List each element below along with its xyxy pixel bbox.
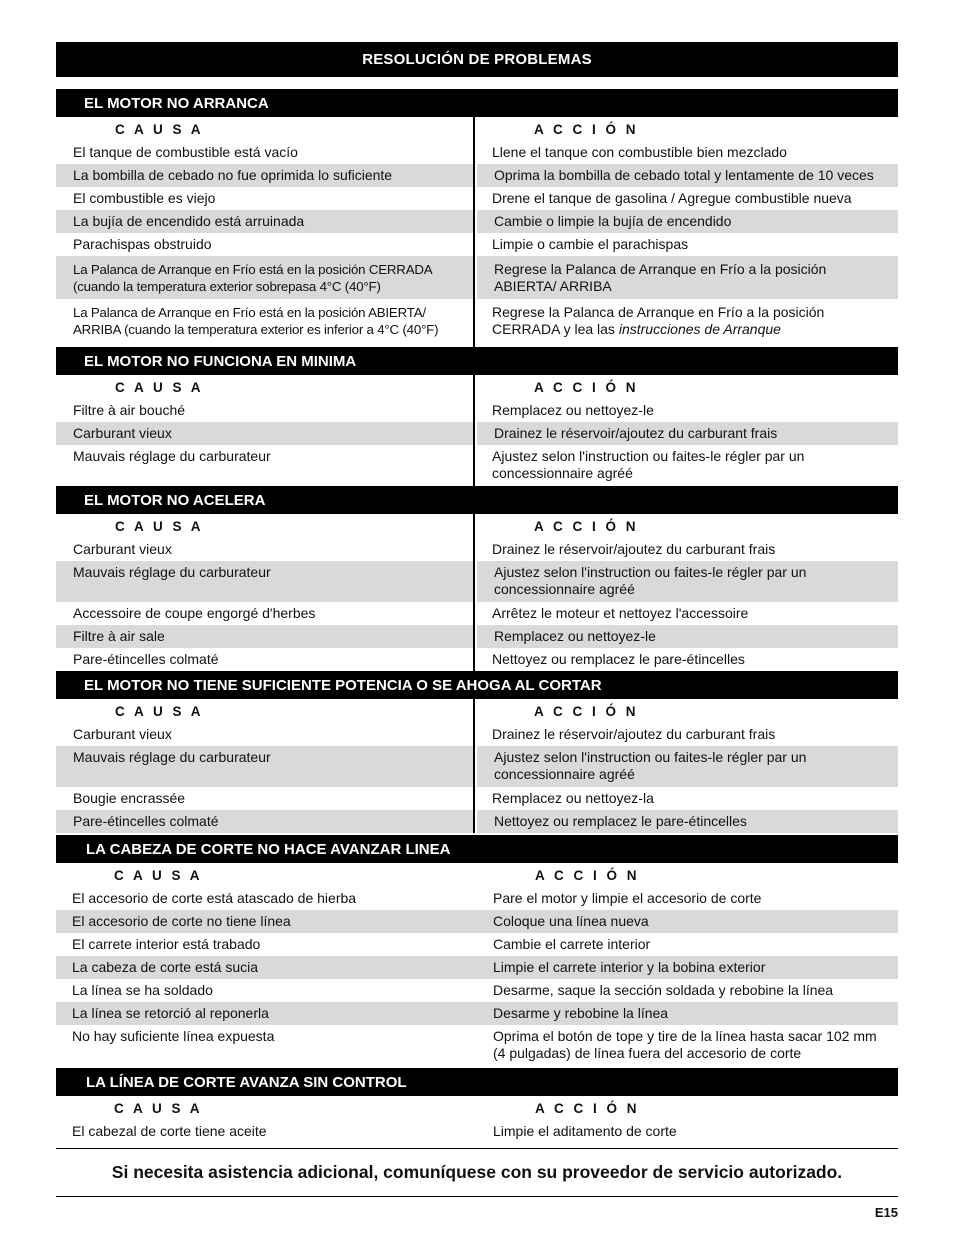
cause-cell: No hay suficiente línea expuesta <box>72 1028 275 1044</box>
page-title: RESOLUCIÓN DE PROBLEMAS <box>56 42 898 77</box>
table-row <box>56 746 898 787</box>
action-cell <box>475 746 898 787</box>
section-title: EL MOTOR NO TIENE SUFICIENTE POTENCIA O SE AHOGA AL CORTAR <box>56 671 898 699</box>
action-cell: Drainez le réservoir/ajoutez du carburant frais <box>492 541 776 557</box>
table-row <box>56 625 898 648</box>
cause-line: La Palanca de Arranque en Frío está en la posición CERRADA <box>73 262 433 277</box>
section-line-feeds-uncontrolled <box>56 1068 898 1143</box>
cause-column-header: C A U S A <box>56 699 475 723</box>
table-row <box>56 1025 898 1067</box>
cause-cell: Carburant vieux <box>56 422 475 445</box>
action-column-header: A C C I Ó N <box>534 518 639 534</box>
action-line: concessionnaire agréé <box>494 581 635 597</box>
action-cell <box>475 445 898 486</box>
table-row <box>56 979 898 1002</box>
action-column-header: A C C I Ó N <box>534 703 639 719</box>
page-number: E15 <box>874 1205 898 1220</box>
column-headers <box>56 375 898 399</box>
table-row <box>56 810 898 833</box>
action-line: concessionnaire agréé <box>492 465 633 481</box>
cause-cell: Parachispas obstruido <box>56 233 475 256</box>
action-cell: Pare el motor y limpie el accesorio de corte <box>493 890 762 906</box>
action-cell: Remplacez ou nettoyez-la <box>492 790 654 806</box>
action-cell <box>475 1025 898 1067</box>
cause-cell: La bombilla de cebado no fue oprimida lo suficiente <box>56 164 475 187</box>
table-row <box>56 956 898 979</box>
cause-cell: La cabeza de corte está sucia <box>56 956 475 979</box>
action-cell: Llene el tanque con combustible bien mezclado <box>492 144 787 160</box>
action-cell: Remplacez ou nettoyez-le <box>475 625 898 648</box>
action-column-header: A C C I Ó N <box>534 379 639 395</box>
action-cell: Cambie el carrete interior <box>493 936 651 952</box>
table-row <box>56 299 898 347</box>
troubleshooting-page <box>56 42 898 1220</box>
section-title: EL MOTOR NO ARRANCA <box>56 89 898 117</box>
column-headers <box>56 863 898 887</box>
table-row <box>56 445 898 486</box>
action-line: Ajustez selon l'instruction ou faites-le régler par un <box>494 749 807 765</box>
cause-cell <box>56 299 475 347</box>
action-cell: Nettoyez ou remplacez le pare-étincelles <box>475 810 898 833</box>
action-cell: Drainez le réservoir/ajoutez du carburant frais <box>492 726 776 742</box>
cause-cell: La línea se ha soldado <box>72 982 213 998</box>
action-line: Regrese la Palanca de Arranque en Frío a la posición <box>492 304 825 320</box>
cause-column-header: C A U S A <box>56 117 475 141</box>
column-headers <box>56 117 898 141</box>
cause-cell: El accesorio de corte no tiene línea <box>56 910 475 933</box>
table-row <box>56 561 898 602</box>
table-row <box>56 141 898 164</box>
cause-column-header: C A U S A <box>56 375 475 399</box>
column-headers <box>56 1096 898 1120</box>
action-cell: Limpie el carrete interior y la bobina exterior <box>475 956 898 979</box>
action-cell <box>475 561 898 602</box>
action-cell: Desarme, saque la sección soldada y rebobine la línea <box>493 982 834 998</box>
table-row <box>56 723 898 746</box>
table-row <box>56 887 898 910</box>
section-engine-wont-idle <box>56 347 898 486</box>
cause-column-header: C A U S A <box>114 1100 203 1116</box>
action-column-header: A C C I Ó N <box>535 867 640 883</box>
table-row <box>56 602 898 625</box>
action-cell: Cambie o limpie la bujía de encendido <box>475 210 898 233</box>
cause-cell: Filtre à air bouché <box>56 399 475 422</box>
action-line: concessionnaire agréé <box>494 766 635 782</box>
cause-cell: Pare-étincelles colmaté <box>56 648 475 671</box>
action-cell: Desarme y rebobine la línea <box>475 1002 898 1025</box>
table-row <box>56 422 898 445</box>
action-cell: Limpie el aditamento de corte <box>493 1123 677 1139</box>
action-cell: Limpie o cambie el parachispas <box>492 236 689 252</box>
table-row <box>56 256 898 299</box>
section-title: LA CABEZA DE CORTE NO HACE AVANZAR LINEA <box>56 835 898 863</box>
section-engine-lacks-power <box>56 671 898 833</box>
section-engine-wont-accelerate <box>56 486 898 671</box>
table-row <box>56 1002 898 1025</box>
cause-cell: Mauvais réglage du carburateur <box>56 445 475 486</box>
action-cell: Drene el tanque de gasolina / Agregue combustible nueva <box>492 190 852 206</box>
section-title: LA LÍNEA DE CORTE AVANZA SIN CONTROL <box>56 1068 898 1096</box>
section-head-wont-advance-line <box>56 835 898 1067</box>
cause-cell: La bujía de encendido está arruinada <box>56 210 475 233</box>
cause-cell: Pare-étincelles colmaté <box>56 810 475 833</box>
section-engine-wont-start <box>56 89 898 347</box>
action-line: (4 pulgadas) de línea fuera del accesorio de corte <box>493 1045 802 1061</box>
action-cell: Arrêtez le moteur et nettoyez l'accessoire <box>492 605 749 621</box>
action-line: Ajustez selon l'instruction ou faites-le régler par un <box>492 448 805 464</box>
cause-column-header: C A U S A <box>114 867 203 883</box>
action-cell <box>475 299 898 347</box>
cause-cell: Mauvais réglage du carburateur <box>56 561 475 602</box>
action-line: Regrese la Palanca de Arranque en Frío a la posición <box>494 261 827 277</box>
cause-line: (cuando la temperatura exterior sobrepasa 4°C (40°F) <box>73 279 381 294</box>
table-row <box>56 1120 898 1143</box>
column-headers <box>56 514 898 538</box>
cause-cell <box>56 256 475 299</box>
cause-cell: Filtre à air sale <box>56 625 475 648</box>
cause-cell: El cabezal de corte tiene aceite <box>72 1123 267 1139</box>
cause-column-header: C A U S A <box>56 514 475 538</box>
action-column-header: A C C I Ó N <box>535 1100 640 1116</box>
action-line: ABIERTA/ ARRIBA <box>494 278 612 294</box>
cause-cell: El carrete interior está trabado <box>72 936 261 952</box>
cause-cell: Mauvais réglage du carburateur <box>56 746 475 787</box>
action-column-header: A C C I Ó N <box>534 121 639 137</box>
table-row <box>56 233 898 256</box>
cause-cell: Bougie encrassée <box>56 787 475 810</box>
table-row <box>56 210 898 233</box>
cause-cell: El combustible es viejo <box>56 187 475 210</box>
action-cell: Remplacez ou nettoyez-le <box>492 402 654 418</box>
help-text: Si necesita asistencia adicional, comuníquese con su proveedor de servicio autorizado. <box>111 1162 843 1182</box>
cause-cell: Carburant vieux <box>56 538 475 561</box>
table-row <box>56 910 898 933</box>
cause-cell: Carburant vieux <box>56 723 475 746</box>
emphasis-text: instrucciones de Arranque <box>618 321 781 337</box>
column-headers <box>56 699 898 723</box>
action-cell: Coloque una línea nueva <box>475 910 898 933</box>
cause-cell: La línea se retorció al reponerla <box>56 1002 475 1025</box>
action-line: Ajustez selon l'instruction ou faites-le régler par un <box>494 564 807 580</box>
table-row <box>56 399 898 422</box>
action-line: CERRADA y lea las instrucciones de Arranque <box>492 321 781 337</box>
action-cell <box>475 256 898 299</box>
cause-cell: Accessoire de coupe engorgé d'herbes <box>56 602 475 625</box>
table-row <box>56 164 898 187</box>
section-title: EL MOTOR NO FUNCIONA EN MINIMA <box>56 347 898 375</box>
section-title: EL MOTOR NO ACELERA <box>56 486 898 514</box>
action-cell: Nettoyez ou remplacez le pare-étincelles <box>492 651 745 667</box>
cause-line: La Palanca de Arranque en Frío está en la posición ABIERTA/ <box>73 305 426 320</box>
table-row <box>56 648 898 671</box>
spacer <box>56 77 898 89</box>
cause-line: ARRIBA (cuando la temperatura exterior es inferior a 4°C (40°F) <box>73 322 439 337</box>
action-line: Oprima el botón de tope y tire de la línea hasta sacar 102 mm <box>493 1028 877 1044</box>
table-row <box>56 187 898 210</box>
cause-cell: El tanque de combustible está vacío <box>56 141 475 164</box>
action-cell: Drainez le réservoir/ajoutez du carburant frais <box>475 422 898 445</box>
table-row <box>56 787 898 810</box>
table-row <box>56 538 898 561</box>
table-row <box>56 933 898 956</box>
action-cell: Oprima la bombilla de cebado total y lentamente de 10 veces <box>475 164 898 187</box>
cause-cell: El accesorio de corte está atascado de hierba <box>72 890 357 906</box>
